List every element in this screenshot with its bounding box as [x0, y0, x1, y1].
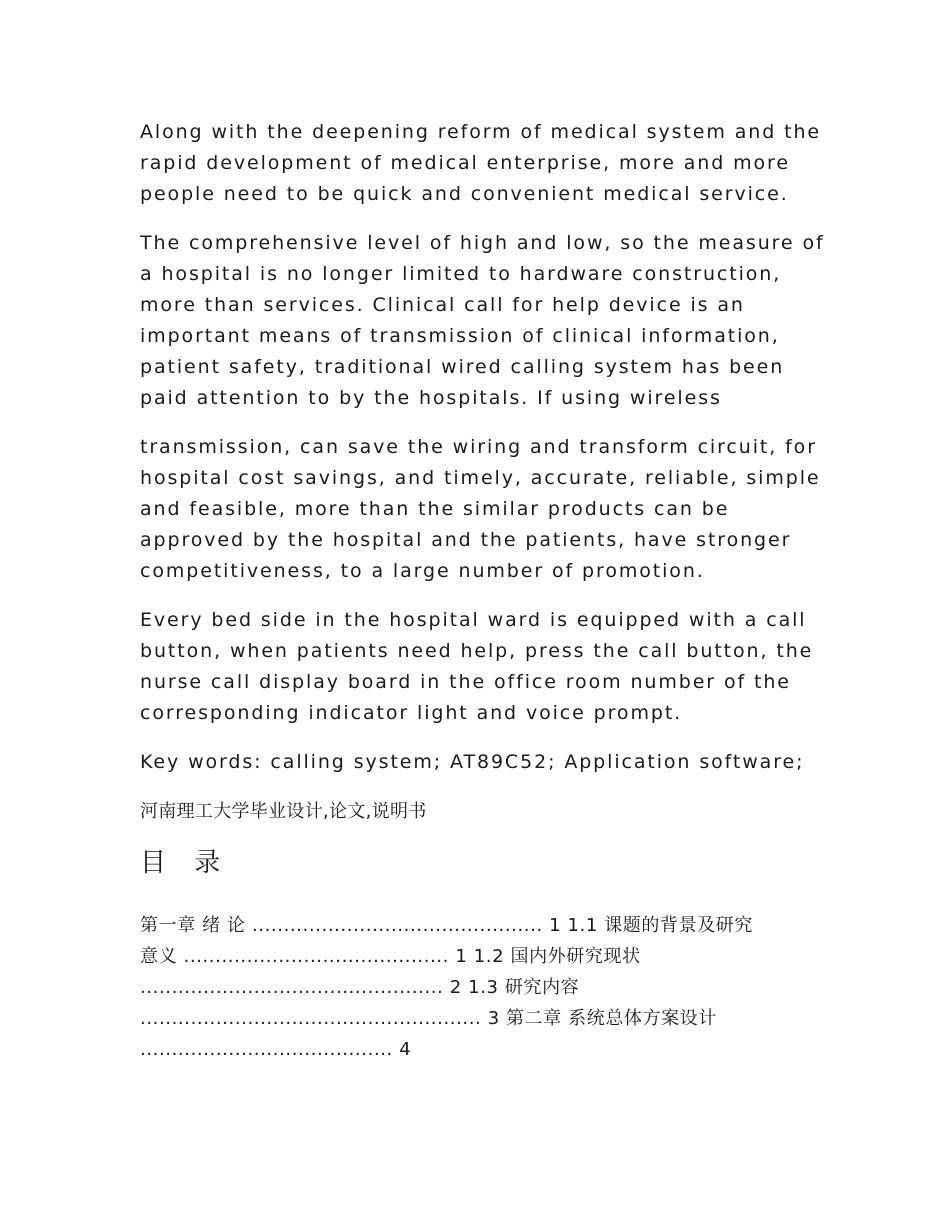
- toc-line: 第一章 绪 论 .............................................. 1 1.1 课题的背景及研究: [140, 915, 754, 936]
- text-line: button, when patients need help, press the call button, the: [140, 640, 814, 662]
- text-line: rapid development of medical enterprise, more and more: [140, 152, 790, 174]
- keywords-line: Key words: calling system; AT89C52; Application software;: [140, 751, 805, 773]
- toc-line: ........................................ 4: [140, 1039, 412, 1060]
- source-note: 河南理工大学毕业设计,论文,说明书: [140, 801, 427, 822]
- toc-line: ...................................................... 3 第二章 系统总体方案设计: [140, 1008, 717, 1029]
- toc-line: 意义 .......................................... 1 1.2 国内外研究现状: [140, 946, 641, 967]
- text-line: hospital cost savings, and timely, accurate, reliable, simple: [140, 467, 821, 489]
- text-line: approved by the hospital and the patients, have stronger: [140, 529, 792, 551]
- text-line: Every bed side in the hospital ward is equipped with a call: [140, 609, 807, 631]
- abstract-paragraph-1: [140, 117, 830, 210]
- text-line: and feasible, more than the similar products can be: [140, 498, 730, 520]
- text-line: corresponding indicator light and voice prompt.: [140, 702, 683, 724]
- text-line: transmission, can save the wiring and transform circuit, for: [140, 436, 817, 458]
- text-line: a hospital is no longer limited to hardware construction,: [140, 263, 782, 285]
- table-of-contents: [140, 910, 830, 1065]
- text-line: patient safety, traditional wired calling system has been: [140, 356, 785, 378]
- toc-line: ................................................ 2 1.3 研究内容: [140, 977, 580, 998]
- text-line: paid attention to by the hospitals. If using wireless: [140, 387, 722, 409]
- abstract-paragraph-3: [140, 432, 830, 587]
- toc-title: 目 录: [140, 848, 231, 878]
- text-line: important means of transmission of clinical information,: [140, 325, 780, 347]
- text-line: The comprehensive level of high and low, so the measure of: [140, 232, 825, 254]
- text-line: competitiveness, to a large number of promotion.: [140, 560, 705, 582]
- abstract-paragraph-4: [140, 605, 830, 729]
- text-line: Along with the deepening reform of medical system and the: [140, 121, 821, 143]
- text-line: nurse call display board in the office room number of the: [140, 671, 791, 693]
- text-line: people need to be quick and convenient medical service.: [140, 183, 789, 205]
- text-line: more than services. Clinical call for help device is an: [140, 294, 745, 316]
- abstract-paragraph-2: [140, 228, 830, 414]
